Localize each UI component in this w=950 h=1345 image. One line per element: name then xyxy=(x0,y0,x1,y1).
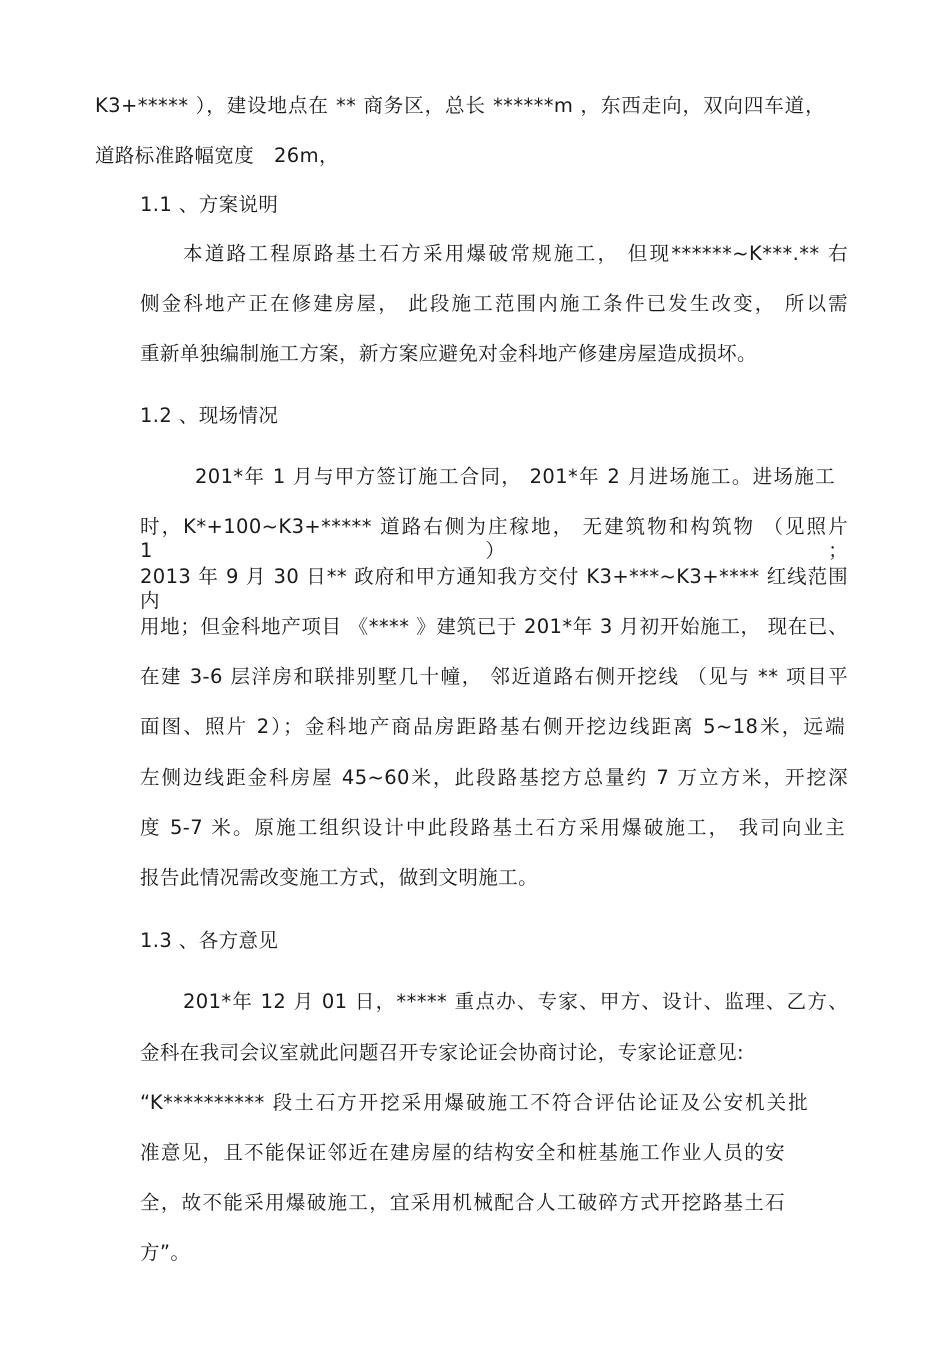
section-heading: 1.1 、方案说明 xyxy=(140,193,279,216)
paragraph-line: 201*年 1 月与甲方签订施工合同， 201*年 2 月进场施工。进场施工 xyxy=(195,465,835,488)
paragraph-line: K3+***** ），建设地点在 ** 商务区，总长 ******m ，东西走向，双向四车道， xyxy=(95,94,825,117)
paragraph-line: 在建 3-6 层洋房和联排别墅几十幢， 邻近道路右侧开挖线 （见与 ** 项目平 xyxy=(140,665,848,688)
quote-line: 方”。 xyxy=(140,1241,191,1264)
paragraph-line: 用地；但金科地产项目 《**** 》建筑已于 201*年 3 月初开始施工， 现在已、 xyxy=(140,615,848,638)
paragraph-line: 左侧边线距金科房屋 45~60米，此段路基挖方总量约 7 万立方米，开挖深 xyxy=(140,766,848,789)
quote-line: 准意见，且不能保证邻近在建房屋的结构安全和桩基施工作业人员的安 xyxy=(140,1141,785,1164)
section-heading: 1.2 、现场情况 xyxy=(140,404,279,427)
paragraph-line: 本道路工程原路基土石方采用爆破常规施工， 但现******~K***.** 右 xyxy=(183,242,848,265)
paragraph-line: 金科在我司会议室就此问题召开专家论证会协商讨论，专家论证意见: xyxy=(140,1041,744,1064)
paragraph-line: 道路标准路幅宽度 26m， xyxy=(95,144,339,167)
paragraph-line: 重新单独编制施工方案，新方案应避免对金科地产修建房屋造成损坏。 xyxy=(140,342,757,365)
paragraph-line: 201*年 12 月 01 日，***** 重点办、专家、甲方、设计、监理、乙方、 xyxy=(183,990,848,1013)
quote-line: “K********** 段土石方开挖采用爆破施工不符合评估论证及公安机关批 xyxy=(140,1091,808,1114)
section-heading: 1.3 、各方意见 xyxy=(140,929,279,952)
paragraph-line: 面图、照片 2）；金科地产商品房距路基右侧开挖边线距离 5~18米，远端 xyxy=(140,715,845,738)
paragraph-line: 2013 年 9 月 30 日** 政府和甲方通知我方交付 K3+***~K3+**** 红线范围内 xyxy=(140,565,848,612)
paragraph-line: 侧金科地产正在修建房屋， 此段施工范围内施工条件已发生改变， 所以需 xyxy=(140,292,848,315)
quote-line: 全，故不能采用爆破施工，宜采用机械配合人工破碎方式开挖路基土石 xyxy=(140,1191,785,1214)
paragraph-line: 度 5-7 米。原施工组织设计中此段路基土石方采用爆破施工， 我司向业主 xyxy=(140,816,845,839)
paragraph-line: 报告此情况需改变施工方式，做到文明施工。 xyxy=(140,866,539,889)
paragraph-line: 时，K*+100~K3+***** 道路右侧为庄稼地， 无建筑物和构筑物 （见照片 1）； xyxy=(140,515,848,562)
